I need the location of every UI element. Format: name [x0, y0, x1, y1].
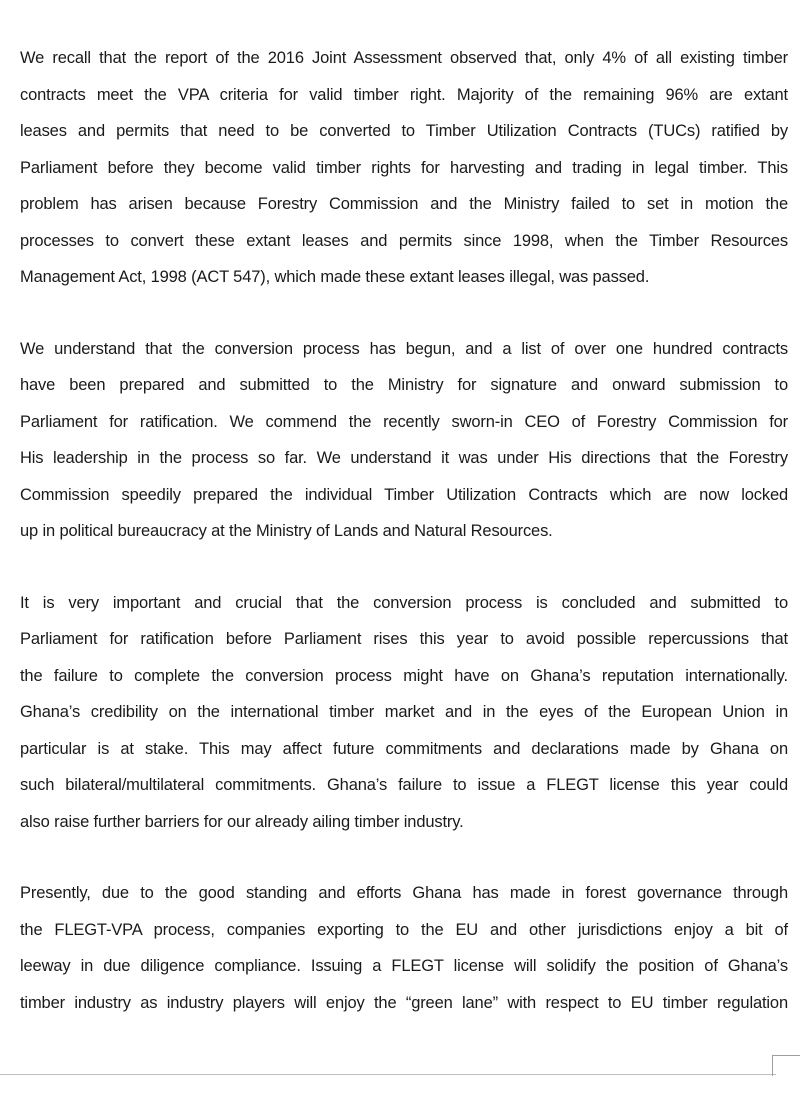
- text-line: such bilateral/multilateral commitments. Ghana’s failure to issue a FLEGT license this year could: [20, 776, 788, 794]
- paragraph-ratification-urgency: [20, 585, 788, 841]
- document-page: [20, 40, 788, 1056]
- text-line: Management Act, 1998 (ACT 547), which made these extant leases illegal, was passed.: [20, 268, 650, 286]
- text-line: the FLEGT-VPA process, companies exporting to the EU and other jurisdictions enjoy a bit of: [20, 920, 788, 939]
- paragraph-conversion-process: [20, 331, 788, 550]
- text-line: Ghana’s credibility on the international timber market and in the eyes of the European Union in: [20, 703, 788, 721]
- text-line: We understand that the conversion process has begun, and a list of over one hundred contracts: [20, 339, 788, 358]
- text-line: processes to convert these extant leases and permits since 1998, when the Timber Resources: [20, 231, 788, 250]
- paragraph-flegt-license: [20, 875, 788, 1021]
- text-line: Parliament for ratification. We commend the recently sworn-in CEO of Forestry Commission for: [20, 412, 788, 431]
- text-line: It is very important and crucial that the conversion process is concluded and submitted to: [20, 593, 788, 612]
- text-line: Parliament for ratification before Parliament rises this year to avoid possible repercussions that: [20, 630, 788, 648]
- text-line: the failure to complete the conversion process might have on Ghana’s reputation internationally.: [20, 666, 788, 685]
- text-line: leeway in due diligence compliance. Issuing a FLEGT license will solidify the position of Ghana’s: [20, 957, 788, 975]
- page-corner-crop-mark: [772, 1055, 800, 1076]
- text-line: We recall that the report of the 2016 Joint Assessment observed that, only 4% of all existing timber: [20, 49, 788, 67]
- text-line: also raise further barriers for our already ailing timber industry.: [20, 812, 464, 831]
- text-line: have been prepared and submitted to the Ministry for signature and onward submission to: [20, 376, 788, 394]
- text-line: Presently, due to the good standing and efforts Ghana has made in forest governance through: [20, 884, 788, 902]
- text-line: up in political bureaucracy at the Ministry of Lands and Natural Resources.: [20, 522, 553, 540]
- text-line: Commission speedily prepared the individual Timber Utilization Contracts which are now locked: [20, 485, 788, 504]
- text-line: leases and permits that need to be converted to Timber Utilization Contracts (TUCs) ratified by: [20, 122, 788, 140]
- text-line: particular is at stake. This may affect future commitments and declarations made by Ghana on: [20, 739, 788, 758]
- text-line: His leadership in the process so far. We understand it was under His directions that the Forestry: [20, 449, 788, 467]
- page-bottom-divider: [0, 1074, 776, 1075]
- text-line: contracts meet the VPA criteria for valid timber right. Majority of the remaining 96% are extant: [20, 85, 788, 104]
- text-line: problem has arisen because Forestry Commission and the Ministry failed to set in motion the: [20, 195, 788, 213]
- text-line: Parliament before they become valid timber rights for harvesting and trading in legal timber. This: [20, 158, 788, 177]
- paragraph-joint-assessment: [20, 40, 788, 296]
- text-line: timber industry as industry players will enjoy the “green lane” with respect to EU timber regulation: [20, 993, 788, 1012]
